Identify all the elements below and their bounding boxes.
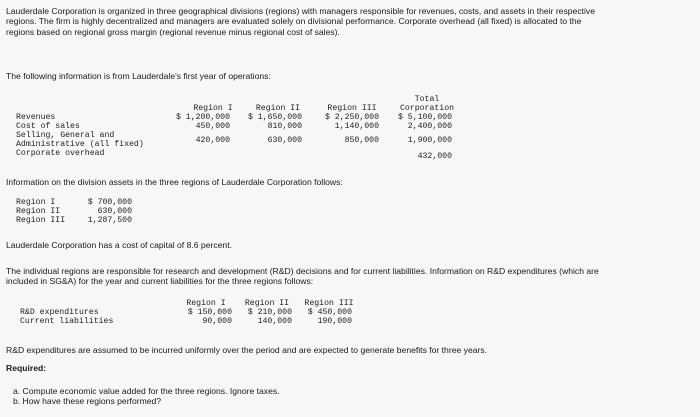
rd-row-label: R&D expenditures (20, 308, 99, 317)
cell: 850,000 (344, 136, 379, 145)
info-lead: The following information is from Lauderdale's first year of operations: (6, 71, 271, 81)
rd-row-label: Current liabilities (20, 317, 114, 326)
cell: 450,000 (195, 122, 230, 131)
cell: 810,000 (267, 122, 302, 131)
cell: $ 5,100,000 (397, 113, 452, 122)
cell: $ 1,200,000 (175, 113, 230, 122)
asset-value: 1,287,500 (87, 216, 132, 225)
asset-label: Region I (16, 198, 56, 207)
rd-paragraph: The individual regions are responsible for research and development (R&D) decisions and for current liabilities. Information on R&D expenditures (which are included in SG&A) for the year and current liabilities for the three regions follows: (6, 266, 599, 287)
row-label-sga-line1: Selling, General and (16, 131, 115, 140)
cell: $ 1,650,000 (247, 113, 302, 122)
cell: $ 210,000 (247, 308, 292, 317)
col-header-total-line1: Total (414, 95, 440, 104)
asset-value: $ 700,000 (87, 198, 132, 207)
cell: $ 150,000 (187, 308, 232, 317)
row-label-cost-of-sales: Cost of sales (16, 122, 80, 131)
cell: 630,000 (267, 136, 302, 145)
col-header-total-line2: Corporation (399, 104, 455, 113)
cell: 1,140,000 (334, 122, 379, 131)
rd-col-header: Region III (304, 299, 354, 308)
rd-col-header: Region I (186, 299, 226, 308)
cell: 1,900,000 (407, 136, 452, 145)
col-header-region-2: Region II (255, 104, 301, 113)
assets-lead: Information on the division assets in the three regions of Lauderdale Corporation follows: (6, 177, 343, 187)
asset-label: Region II (16, 207, 61, 216)
question-b: b. How have these regions performed? (13, 396, 162, 406)
cell: 190,000 (317, 317, 352, 326)
intro-paragraph: Lauderdale Corporation is organized in three geographical divisions (regions) with managers responsible for revenues, costs, and assets in their respective regions. The firm is highly decentralized and managers are evaluated solely on divisional performance. Corporate overhead (all fixed) is allocated to the regions based on regional gross margin (regional revenue minus regional cost of sales). (6, 6, 595, 37)
rd-col-header: Region II (244, 299, 290, 308)
cell: $ 2,250,000 (324, 113, 379, 122)
question-a: a. Compute economic value added for the three regions. Ignore taxes. (13, 386, 280, 396)
row-label-revenues: Revenues (16, 113, 56, 122)
asset-value: 630,000 (97, 207, 132, 216)
asset-label: Region III (16, 216, 66, 225)
cell: $ 450,000 (307, 308, 352, 317)
cell: 420,000 (195, 136, 230, 145)
cell: 90,000 (202, 317, 232, 326)
cell: 432,000 (417, 152, 452, 161)
required-heading: Required: (6, 363, 47, 373)
row-label-corporate-overhead: Corporate overhead (16, 149, 105, 158)
cell: 140,000 (257, 317, 292, 326)
col-header-region-1: Region I (193, 104, 233, 113)
row-label-sga-line2: Administrative (all fixed) (16, 140, 144, 149)
rd-assumption: R&D expenditures are assumed to be incurred uniformly over the period and are expected to generate benefits for three years. (6, 345, 488, 355)
cost-of-capital: Lauderdale Corporation has a cost of capital of 8.6 percent. (6, 240, 232, 250)
col-header-region-3: Region III (327, 104, 377, 113)
cell: 2,400,000 (407, 122, 452, 131)
